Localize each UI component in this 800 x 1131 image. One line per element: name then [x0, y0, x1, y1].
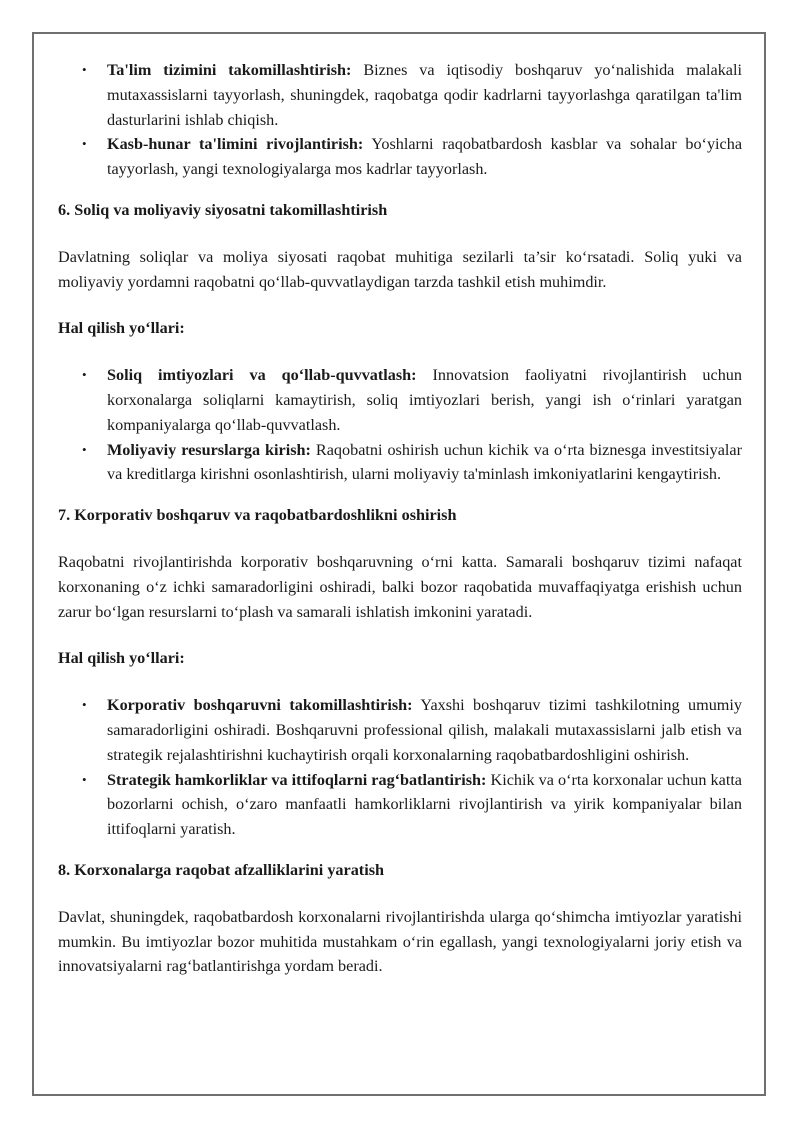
list-item [58, 58, 742, 132]
list-item-term: Korporativ boshqaruvni takomillashtirish: [107, 696, 413, 715]
list-item-text: Kichik va o‘rta korxonalar uchun katta bozorlarni ochish, o‘zaro manfaatli hamkorliklarni rivojlantirish va yirik kompaniyalar bilan ittifoqlarni yaratish. [107, 770, 742, 839]
section-7-subheading: Hal qilish yo‘llari: [58, 649, 185, 668]
section-6-heading: 6. Soliq va moliyaviy siyosatni takomillashtirish [58, 200, 388, 219]
section-7-paragraph: Raqobatni rivojlantirishda korporativ boshqaruvning o‘rni katta. Samarali boshqaruv tizimi nafaqat korxonaning o‘z ichki samaradorligini oshiradi, balki bozor raqobatida muvaffaqiyatga erishish uchun zarur bo‘lgan resurslarni to‘plash va samarali ishlatish imkonini yaratadi. [58, 552, 742, 621]
list-item-text: Raqobatni oshirish uchun kichik va o‘rta biznesga investitsiyalar va kreditlarga kirishni osonlashtirish, ularni moliyaviy ta'minlash imkoniyatlarini kengaytirish. [107, 440, 742, 484]
section-7-heading: 7. Korporativ boshqaruv va raqobatbardoshlikni oshirish [58, 506, 457, 525]
list-item-term: Ta'lim tizimini takomillashtirish: [107, 61, 352, 79]
section-8-paragraph: Davlat, shuningdek, raqobatbardosh korxonalarni rivojlantirishda ularga qo‘shimcha imtiyozlar yaratishi mumkin. Bu imtiyozlar bozor muhitida mustahkam o‘rin egallash, yangi texnologiyalarni joriy etish va innovatsiyalarni rag‘batlantirishga yordam beradi. [58, 907, 742, 976]
bullet-icon: • [82, 441, 87, 457]
section-6-subheading: Hal qilish yo‘llari: [58, 319, 185, 338]
document-body [58, 58, 742, 979]
list-item-text: Innovatsion faoliyatni rivojlantirish uchun korxonalarga soliqlarni kamaytirish, soliq imtiyozlari berish, yangi ish o‘rinlari yaratgan kompaniyalarga qo‘llab-quvvatlash. [107, 366, 742, 434]
bullet-icon: • [82, 62, 87, 77]
section-8-heading: 8. Korxonalarga raqobat afzalliklarini yaratish [58, 860, 384, 879]
bullet-icon: • [82, 367, 87, 383]
list-item-term: Kasb-hunar ta'limini rivojlantirish: [107, 135, 364, 154]
bullet-icon: • [82, 136, 87, 152]
section-6-list [58, 363, 742, 487]
list-item-text: Yaxshi boshqaruv tizimi tashkilotning umumiy samaradorligini oshiradi. Boshqaruvni professional qilish, malakali mutaxassislarni jalb etish va strategik rejalashtirishni kuchaytirish orqali korxonalarning raqobatbardoshligini oshirish. [107, 696, 742, 764]
bullet-list-top [58, 58, 742, 182]
list-item-term: Strategik hamkorliklar va ittifoqlarni rag‘batlantirish: [107, 770, 487, 789]
list-item-term: Soliq imtiyozlari va qo‘llab-quvvatlash: [107, 366, 417, 385]
list-item-term: Moliyaviy resurslarga kirish: [107, 440, 311, 459]
list-item-text: Biznes va iqtisodiy boshqaruv yo‘nalishida malakali mutaxassislarni tayyorlash, shuningdek, raqobatga qodir kadrlarni tayyorlashga qaratilgan ta'lim dasturlarini ishlab chiqish. [107, 61, 742, 129]
list-item [58, 132, 742, 182]
list-item [58, 693, 742, 767]
list-item [58, 438, 742, 488]
bullet-icon: • [82, 771, 87, 787]
section-7-list [58, 693, 742, 842]
bullet-icon: • [82, 697, 87, 713]
section-6-paragraph: Davlatning soliqlar va moliya siyosati raqobat muhitiga sezilarli ta’sir ko‘rsatadi. Soliq yuki va moliyaviy yordamni raqobatni qo‘llab-quvvatlaydigan tarzda tashkil etish muhimdir. [58, 247, 742, 291]
list-item [58, 768, 742, 842]
list-item [58, 363, 742, 437]
list-item-text: Yoshlarni raqobatbardosh kasblar va sohalar bo‘yicha tayyorlash, yangi texnologiyalarga mos kadrlar tayyorlash. [107, 135, 742, 179]
